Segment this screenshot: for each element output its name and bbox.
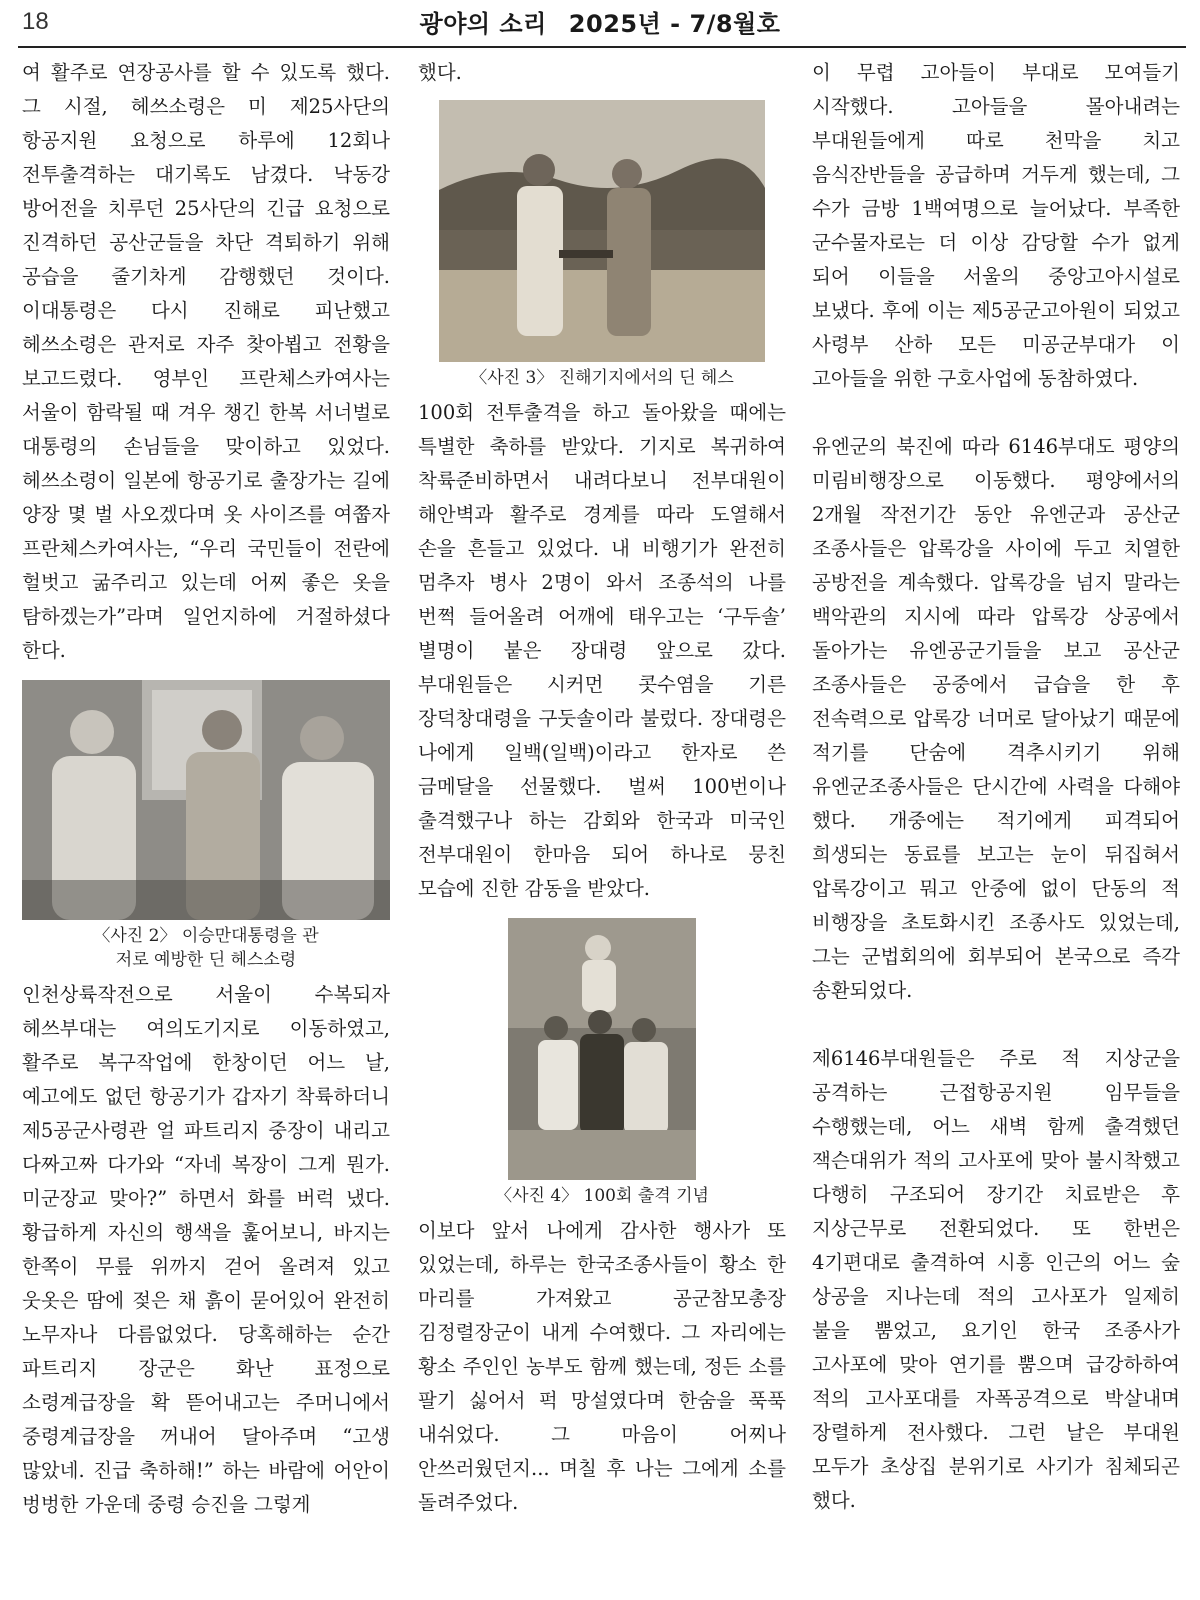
paragraph-gap [812, 1008, 1180, 1042]
col2-paragraph-3: 이보다 앞서 나에게 감사한 행사가 또 있었는데, 하루는 한국조종사들이 황소 한 마리를 가져왔고 공군참모총장 김정렬장군이 내게 수여했다. 그 자리에는 황소 주인인 농부도 함께 했는데, 정든 소를 팔기 싫어서 퍽 망설였다며 한숨을 푹푹 내쉬었다. 그 마음이 어찌나 안쓰러웠던지... 며칠 후 나는 그에게 소를 돌려주었다. [418, 1219, 786, 1514]
col1-paragraph-2: 인천상륙작전으로 서울이 수복되자 헤쓰부대는 여의도기지로 이동하였고, 활주로 복구작업에 한창이던 어느 날, 예고에도 없던 항공기가 갑자기 착륙하더니 제5공군사령관 얼 파트리지 중장이 내리고 다짜고짜 다가와 “자네 복장이 그게 뭔가. 미군장교 맞아?” 하면서 화를 버럭 냈다. 황급하게 자신의 행색을 훑어보니, 바지는 한쪽이 무릎 위까지 걷어 올려져 있고 웃옷은 땀에 젖은 채 흙이 묻어있어 완전히 노무자나 다름없었다. 당혹해하는 순간 파트리지 장군은 화난 표정으로 소령계급장을 확 뜯어내고는 주머니에서 중령계급장을 꺼내어 달아주며 “고생 많았네. 진급 축하해!” 하는 바람에 어안이 벙벙한 가운데 중령 승진을 그렇게 [22, 983, 390, 1516]
photo-4-image [508, 918, 696, 1180]
column-2 [418, 56, 786, 1520]
photo-4 [508, 918, 696, 1180]
col3-paragraph-1: 이 무렵 고아들이 부대로 모여들기 시작했다. 고아들을 몰아내려는 부대원들에게 따로 천막을 치고 음식잔반들을 공급하며 거두게 했는데, 그 수가 금방 1백여명으로 늘어났다. 부족한 군수물자로는 더 이상 감당할 수가 없게 되어 이들을 서울의 중앙고아시설로 보냈다. 후에 이는 제5공군고아원이 되었고 사령부 산하 모든 미공군부대가 이 고아들을 위한 구호사업에 동참하였다. [812, 61, 1180, 390]
page-header [0, 0, 1200, 44]
page-number: 18 [22, 8, 49, 35]
photo-4-caption: 〈사진 4〉 100회 출격 기념 [495, 1186, 709, 1206]
photo-3 [439, 100, 765, 362]
photo-2-image [22, 680, 390, 920]
column-3 [812, 56, 1180, 1518]
col3-paragraph-3: 제6146부대원들은 주로 적 지상군을 공격하는 근접항공지원 임무들을 수행했는데, 어느 새벽 함께 출격했던 잭슨대위가 적의 고사포에 맞아 불시착했고 다행히 구조되어 장기간 치료받은 후 지상근무로 전환되었다. 또 한번은 4기편대로 출격하여 시흥 인근의 어느 숲 상공을 지나는데 적의 고사포가 일제히 불을 뿜었고, 요기인 한국 조종사가 고사포에 맞아 연기를 뿜으며 급강하하여 적의 고사포대를 자폭공격으로 박살내며 장렬하게 전사했다. 그런 날은 부대원 모두가 초상집 분위기로 사기가 침체되곤 했다. [812, 1047, 1180, 1512]
photo-2-caption-line-2: 저로 예방한 딘 헤스소령 [115, 950, 297, 970]
col3-paragraph-2: 유엔군의 북진에 따라 6146부대도 평양의 미림비행장으로 이동했다. 평양에서의 2개월 작전기간 동안 유엔군과 공산군 조종사들은 압록강을 사이에 두고 치열한 공방전을 계속했다. 압록강을 넘지 말라는 백악관의 지시에 따라 압록강 상공에서 돌아가는 유엔공군기들을 보고 공산군 조종사들은 공중에서 급습을 한 후 전속력으로 압록강 너머로 달아났기 때문에 적기를 단숨에 격추시키기 위해 유엔군조종사들은 단시간에 사력을 다해야 했다. 개중에는 적기에게 피격되어 희생되는 동료를 보고는 눈이 뒤집혀서 압록강이고 뭐고 안중에 없이 단동의 적 비행장을 초토화시킨 조종사도 있었는데, 그는 군법회의에 회부되어 본국으로 즉각 송환되었다. [812, 435, 1180, 1002]
publication-title: 광야의 소리 [419, 10, 547, 38]
photo-3-image [439, 100, 765, 362]
column-1 [22, 56, 390, 1522]
issue-label: 2025년 - 7/8월호 [568, 10, 781, 38]
col1-paragraph-1: 여 활주로 연장공사를 할 수 있도록 했다. 그 시절, 헤쓰소령은 미 제25사단의 항공지원 요청으로 하루에 12회나 전투출격하는 대기록도 남겼다. 낙동강 방어전을 치루던 25사단의 긴급 요청으로 진격하던 공산군들을 차단 격퇴하기 위해 공습을 줄기차게 감행했던 것이다. 이대통령은 다시 진해로 피난했고 헤쓰소령은 관저로 자주 찾아뵙고 전황을 보고드렸다. 영부인 프란체스카여사는 서울이 함락될 때 겨우 챙긴 한복 서너벌로 대통령의 손님들을 맞이하고 있었다. 헤쓰소령이 일본에 항공기로 출장가는 길에 양장 몇 벌 사오겠다며 옷 사이즈를 여쭙자 프란체스카여사는, “우리 국민들이 전란에 헐벗고 굶주리고 있는데 어찌 좋은 옷을 탐하겠는가”라며 일언지하에 거절하셨다 한다. [22, 61, 390, 662]
col2-paragraph-1: 했다. [418, 61, 462, 84]
photo-2-caption [22, 924, 390, 972]
photo-3-caption: 〈사진 3〉 진해기지에서의 딘 헤스 [470, 368, 734, 388]
photo-2 [22, 680, 390, 920]
photo-2-caption-line-1: 〈사진 2〉 이승만대통령을 관 [93, 926, 319, 946]
paragraph-gap [812, 396, 1180, 430]
masthead [0, 4, 1200, 39]
header-rule [18, 46, 1186, 48]
col2-paragraph-2: 100회 전투출격을 하고 돌아왔을 때에는 특별한 축하를 받았다. 기지로 복귀하여 착륙준비하면서 내려다보니 전부대원이 해안벽과 활주로 경계를 따라 도열해서 손을 흔들고 있었다. 내 비행기가 완전히 멈추자 병사 2명이 와서 조종석의 나를 번쩍 들어올려 어깨에 태우고는 ‘구두솔’ 별명이 붙은 장대령 앞으로 갔다. 부대원들은 시커먼 콧수염을 기른 장덕창대령을 구둣솔이라 불렀다. 장대령은 나에게 일백(일백)이라고 한자로 쓴 금메달을 선물했다. 벌써 100번이나 출격했구나 하는 감회와 한국과 미국인 전부대원이 한마음 되어 하나로 뭉친 모습에 진한 감동을 받았다. [418, 401, 786, 900]
